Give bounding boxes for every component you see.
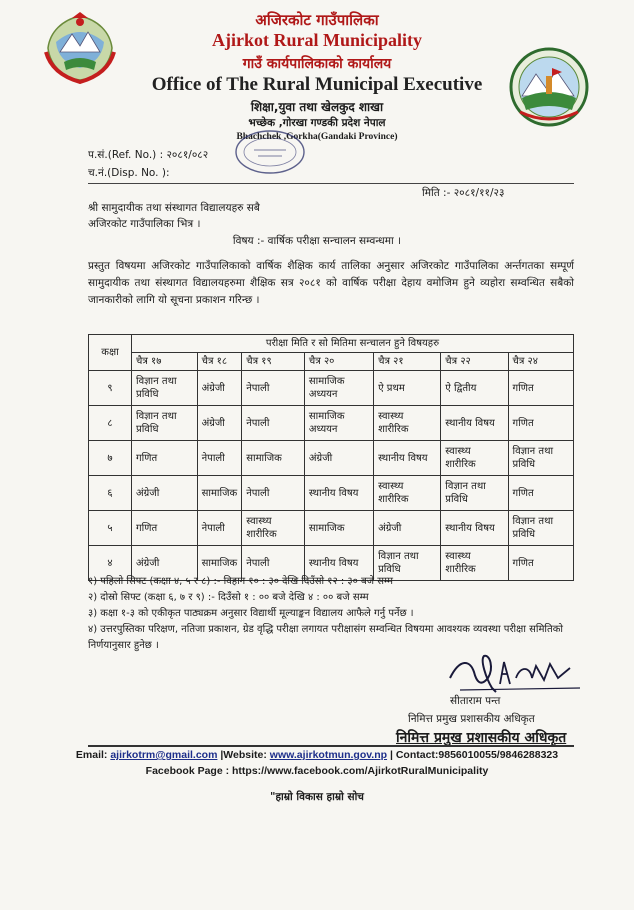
address-nepali: भच्छेक ,गोरखा गण्डकी प्रदेश नेपाल <box>248 117 386 129</box>
class-cell: ४ <box>89 546 132 581</box>
class-cell: ५ <box>89 511 132 546</box>
office-stamp <box>232 128 308 176</box>
dispatch-number: च.नं.(Disp. No. ): <box>88 167 170 179</box>
subject-cell: गणित <box>508 476 574 511</box>
subject-cell: गणित <box>508 371 574 406</box>
class-cell: ६ <box>89 476 132 511</box>
date-header: चैत्र १८ <box>197 353 242 371</box>
subject-cell: नेपाली <box>242 371 305 406</box>
handwritten-signature <box>440 648 590 698</box>
subject-cell: नेपाली <box>197 441 242 476</box>
subject-cell: स्वास्थ्य शारीरिक <box>374 476 441 511</box>
address-english: Bhachchek ,Gorkha(Gandaki Province) <box>236 132 398 142</box>
subject-cell: सामाजिक <box>197 546 242 581</box>
website-link[interactable]: www.ajirkotmun.gov.np <box>269 749 388 761</box>
subject-cell: विज्ञान तथा प्रविधि <box>374 546 441 581</box>
letter-subject: विषय :- वार्षिक परीक्षा सन्चालन सम्वन्धमा । <box>232 235 402 247</box>
subject-cell: अंग्रेजी <box>132 546 198 581</box>
note-item: १) पहिलो सिफ्ट (कक्षा ४, ५ र ८) :- विहान १० : ३० देखि दिउँसो १२ : ३० बजे सम्म <box>88 576 394 587</box>
subject-cell: गणित <box>508 546 574 581</box>
footer-slogan: "हाम्रो विकास हाम्रो सोच <box>270 791 364 803</box>
table-row <box>89 476 574 511</box>
letter-date: मिति :- २०८१/११/२३ <box>422 187 505 199</box>
table-row <box>89 406 574 441</box>
recipient-line-1: श्री सामुदायीक तथा संस्थागत विद्यालयहरु सबै <box>88 202 260 214</box>
recipient-line-2: अजिरकोट गाउँपालिका भित्र । <box>88 218 201 230</box>
signatory-title: निमित्त प्रमुख प्रशासकीय अधिकृत <box>408 713 535 725</box>
exam-dates-group-header: परीक्षा मिति र सो मितिमा सन्चालन हुने विषयहरु <box>132 335 574 353</box>
date-header: चैत्र १७ <box>132 353 198 371</box>
email-link[interactable]: ajirkotrm@gmail.com <box>110 749 218 761</box>
office-name-nepali: गाउँ कार्यपालिकाको कार्यालय <box>242 56 392 72</box>
class-cell: ७ <box>89 441 132 476</box>
table-header-row <box>89 335 574 353</box>
subject-cell: स्थानीय विषय <box>441 511 508 546</box>
subject-cell: विज्ञान तथा प्रविधि <box>508 511 574 546</box>
subject-cell: नेपाली <box>242 546 305 581</box>
subject-cell: ऐ द्वितीय <box>441 371 508 406</box>
email-label: Email: <box>75 749 111 761</box>
subject-cell: अंग्रेजी <box>197 371 242 406</box>
subject-cell: सामाजिक <box>197 476 242 511</box>
subject-cell: विज्ञान तथा प्रविधि <box>441 476 508 511</box>
subject-cell: स्वास्थ्य शारीरिक <box>441 441 508 476</box>
subject-cell: स्थानीय विषय <box>441 406 508 441</box>
class-column-header: कक्षा <box>89 335 132 371</box>
subject-cell: स्थानीय विषय <box>374 441 441 476</box>
subject-cell: स्थानीय विषय <box>304 476 373 511</box>
exam-schedule-table <box>88 334 574 581</box>
subject-cell: गणित <box>508 406 574 441</box>
note-item: ४) उत्तरपुस्तिका परिक्षण, नतिजा प्रकाशन, ग्रेड वृद्धि परीक्षा लगायत परीक्षासंग सम्वन्धित विषयमा आवश्यक व्यवस्था परीक्षा समितिको निर्णयानुसार हुनेछ । <box>88 624 563 651</box>
subject-cell: अंग्रेजी <box>197 406 242 441</box>
facebook-page-line: Facebook Page : https://www.facebook.com/AjirkotRuralMunicipality <box>145 765 489 777</box>
footer-contact-line <box>0 749 634 761</box>
subject-cell: स्थानीय विषय <box>304 546 373 581</box>
table-row <box>89 371 574 406</box>
class-cell: ९ <box>89 371 132 406</box>
note-item: २) दोस्रो सिफ्ट (कक्षा ६, ७ र ९) :- दिउँसो १ : ०० बजे देखि ४ : ०० बजे सम्म <box>88 592 369 603</box>
note-item: ३) कक्षा १-३ को एकीकृत पाठ्यक्रम अनुसार विद्यार्थी मूल्याङ्कन विद्यालय आफैले गर्नु पर्नेछ । <box>88 608 414 619</box>
date-header-row <box>89 353 574 371</box>
subject-cell: नेपाली <box>242 406 305 441</box>
subject-cell: नेपाली <box>242 476 305 511</box>
table-row <box>89 511 574 546</box>
table-row <box>89 441 574 476</box>
date-header: चैत्र १९ <box>242 353 305 371</box>
subject-cell: विज्ञान तथा प्रविधि <box>132 371 198 406</box>
subject-cell: अंग्रेजी <box>132 476 198 511</box>
header-divider <box>88 183 574 184</box>
subject-cell: विज्ञान तथा प्रविधि <box>132 406 198 441</box>
municipality-name-english: Ajirkot Rural Municipality <box>212 30 422 50</box>
date-header: चैत्र २० <box>304 353 373 371</box>
subject-cell: सामाजिक अध्ययन <box>304 371 373 406</box>
subject-cell: सामाजिक अध्ययन <box>304 406 373 441</box>
subject-cell: ऐ प्रथम <box>374 371 441 406</box>
subject-cell: नेपाली <box>197 511 242 546</box>
footer-divider <box>88 745 574 747</box>
letter-body: प्रस्तुत विषयमा अजिरकोट गाउँपालिकाको वार्षिक शैक्षिक कार्य तालिका अनुसार अजिरकोट गाउँपालिका अर्न्तगतका सम्पूर्ण सामुदायीक तथा संस्थागत विद्यालयहरुमा शैक्षिक सत्र २०८१ को वार्षिक परीक्षा देहाय वमोजिम हुने व्यहोरा सम्वन्धित सबैको जानकारीको लागि यो सूचना प्रकाशन गरिन्छ । <box>88 260 574 306</box>
subject-cell: अंग्रेजी <box>304 441 373 476</box>
signatory-name: सीताराम पन्त <box>450 695 501 707</box>
date-header: चैत्र २२ <box>441 353 508 371</box>
reference-number: प.सं.(Ref. No.) : २०८१/०८२ <box>88 149 209 161</box>
signatory-title-bold: निमित्त प्रमुख प्रशासकीय अधिकृत <box>396 730 567 746</box>
class-cell: ८ <box>89 406 132 441</box>
section-name: शिक्षा,युवा तथा खेलकुद शाखा <box>250 100 384 114</box>
website-label: |Website: <box>217 749 270 761</box>
subject-cell: विज्ञान तथा प्रविधि <box>508 441 574 476</box>
subject-cell: गणित <box>132 441 198 476</box>
subject-cell: स्वास्थ्य शारीरिक <box>441 546 508 581</box>
subject-cell: स्वास्थ्य शारीरिक <box>242 511 305 546</box>
contact-info: | Contact:9856010055/9846288323 <box>387 749 559 761</box>
subject-cell: सामाजिक <box>304 511 373 546</box>
subject-cell: गणित <box>132 511 198 546</box>
date-header: चैत्र २१ <box>374 353 441 371</box>
date-header: चैत्र २४ <box>508 353 574 371</box>
municipality-name-nepali: अजिरकोट गाउँपालिका <box>255 11 379 29</box>
subject-cell: सामाजिक <box>242 441 305 476</box>
subject-cell: अंग्रेजी <box>374 511 441 546</box>
office-name-english: Office of The Rural Municipal Executive <box>151 74 483 95</box>
subject-cell: स्वास्थ्य शारीरिक <box>374 406 441 441</box>
